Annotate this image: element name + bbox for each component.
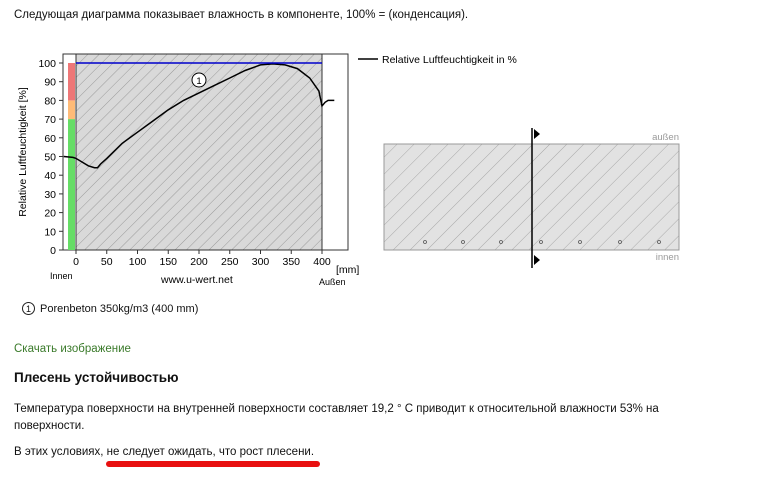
layer-number-marker: 1 [22, 302, 35, 315]
y-tick-label-100: 100 [38, 58, 56, 70]
y-tick-label-20: 20 [44, 207, 56, 220]
x-tick-label-350: 350 [282, 256, 301, 268]
layer-marker-label: 1 [196, 76, 202, 87]
red-highlight-underline [106, 461, 320, 467]
section-marker-top [534, 129, 540, 139]
watermark-text: www.u-wert.net [161, 274, 233, 286]
legend-label: Relative Luftfeuchtigkeit in % [382, 54, 517, 66]
y-tick-label-40: 40 [44, 170, 56, 183]
x-tick-label-400: 400 [313, 256, 331, 268]
y-tick-label-50: 50 [44, 151, 56, 164]
y-tick-label-60: 60 [44, 132, 56, 145]
intro-text: Следующая диаграмма показывает влажность в компоненте, 100% = (конденсация). [14, 9, 469, 21]
x-tick-label-300: 300 [251, 256, 270, 268]
risk-band-0 [68, 119, 75, 250]
x-tick-label-100: 100 [128, 256, 147, 268]
mold-section-title: Плесень устойчивостью [14, 370, 179, 385]
layer-legend-label: Porenbeton 350kg/m3 (400 mm) [40, 302, 199, 315]
x-tick-label-250: 250 [220, 256, 239, 268]
outside-side-label: außen [652, 132, 679, 143]
download-image-link[interactable]: Скачать изображение [14, 343, 131, 355]
y-tick-label-0: 0 [50, 245, 56, 257]
x-tick-label-0: 0 [73, 256, 79, 268]
section-marker-bottom [534, 255, 540, 265]
x-tick-label-150: 150 [159, 256, 178, 268]
y-tick-label-70: 70 [44, 114, 56, 127]
y-tick-label-10: 10 [44, 226, 56, 239]
x-axis-unit: [mm] [336, 264, 360, 276]
mold-conclusion: В этих условиях, не следует ожидать, что рост плесени. [14, 446, 315, 458]
x-tick-label-200: 200 [190, 256, 208, 268]
x-tick-label-50: 50 [100, 256, 113, 268]
y-tick-label-90: 90 [44, 76, 56, 89]
risk-band-1 [68, 100, 75, 119]
y-tick-label-30: 30 [44, 188, 56, 201]
outside-label: Außen [319, 277, 346, 287]
layer-legend [22, 302, 198, 315]
wall-cross-section [370, 120, 690, 270]
risk-band-2 [68, 63, 75, 100]
y-axis-label: Relative Luftfeuchtigkeit [%] [17, 87, 29, 217]
inside-side-label: innen [655, 252, 679, 263]
y-tick-label-80: 80 [44, 95, 56, 108]
inside-label: Innen [50, 271, 73, 281]
mold-description: Температура поверхности на внутренней поверхности составляет 19,2 ° C приводит к относительной влажности 53% на поверхности. [14, 403, 659, 432]
